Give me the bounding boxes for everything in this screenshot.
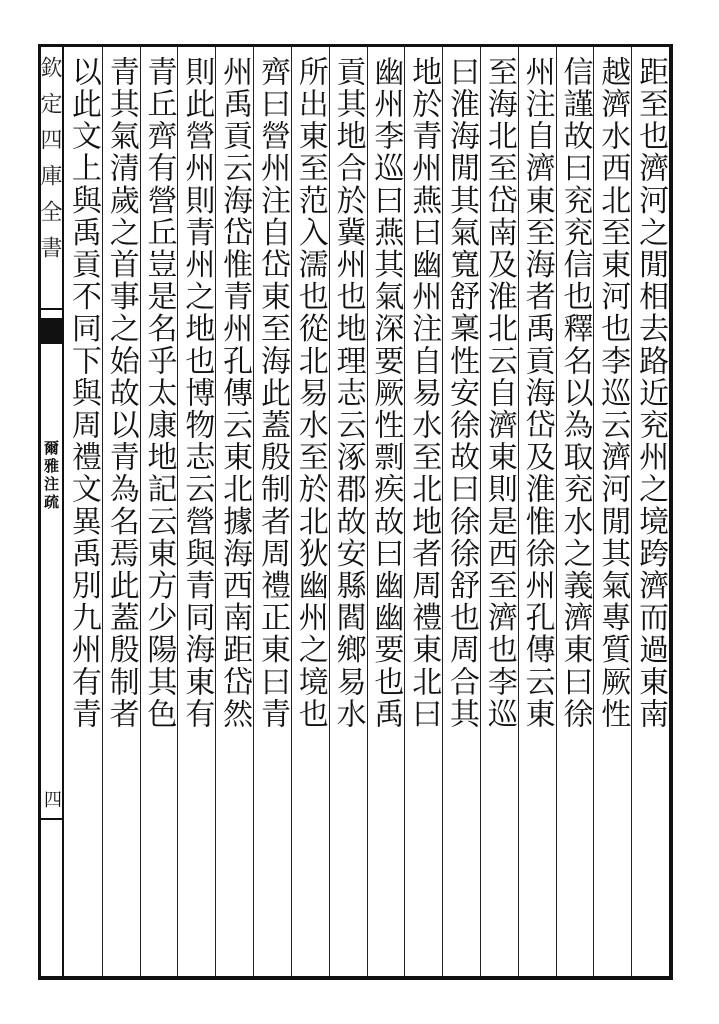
text-column: 青丘齊有營丘豈是名乎太康地記云東方少陽其色 [141, 56, 177, 731]
text-column: 所出東至范入濡也從北易水至於北狄幽州之境也 [292, 56, 328, 731]
frame-bottom-border [40, 976, 672, 980]
text-column: 距至也濟河之閒相去路近兖州之境跨濟而過東南 [633, 56, 669, 731]
text-column: 齊曰營州注自岱東至海此蓋殷制者周禮正東曰青 [254, 56, 290, 731]
frame-top-border [40, 44, 672, 47]
text-column: 信謹故曰兖兖信也釋名以為取兖水之義濟東曰徐 [557, 56, 593, 731]
text-column: 青其氣清歲之首事之始故以青為名焉此蓋殷制者 [103, 56, 139, 731]
text-column: 地於青州燕曰幽州注自易水至北地者周禮東北曰 [406, 56, 442, 731]
text-column: 至海北至岱南及淮北云自濟東則是西至濟也李巡 [481, 56, 517, 731]
text-column: 曰淮海閒其氣寬舒稟性安徐故曰徐徐舒也周合其 [444, 56, 480, 731]
text-column: 則此營州則青州之地也博物志云營與青同海東有 [179, 56, 215, 731]
text-column: 州注自濟東至海者禹貢海岱及淮惟徐州孔傳云東 [519, 56, 555, 731]
text-column: 幽州李巡曰燕其氣深要厥性剽疾故曰幽幽要也禹 [368, 56, 404, 731]
book-title: 爾雅注疏 [42, 440, 60, 512]
text-column: 貢其地合於冀州也地理志云涿郡故安縣閻鄉易水 [330, 56, 366, 731]
text-column: 州禹貢云海岱惟青州孔傳云東北據海西南距岱然 [217, 56, 253, 731]
text-column: 以此文上與禹貢不同下與周禮文異禹別九州有青 [65, 56, 101, 731]
page-number-rule [40, 818, 62, 820]
page-number: 四 [41, 790, 62, 808]
text-column: 越濟水西北至東河也李巡云濟河閒其氣專質厥性 [595, 56, 631, 731]
running-title: 欽定四庫全書 [37, 56, 62, 272]
